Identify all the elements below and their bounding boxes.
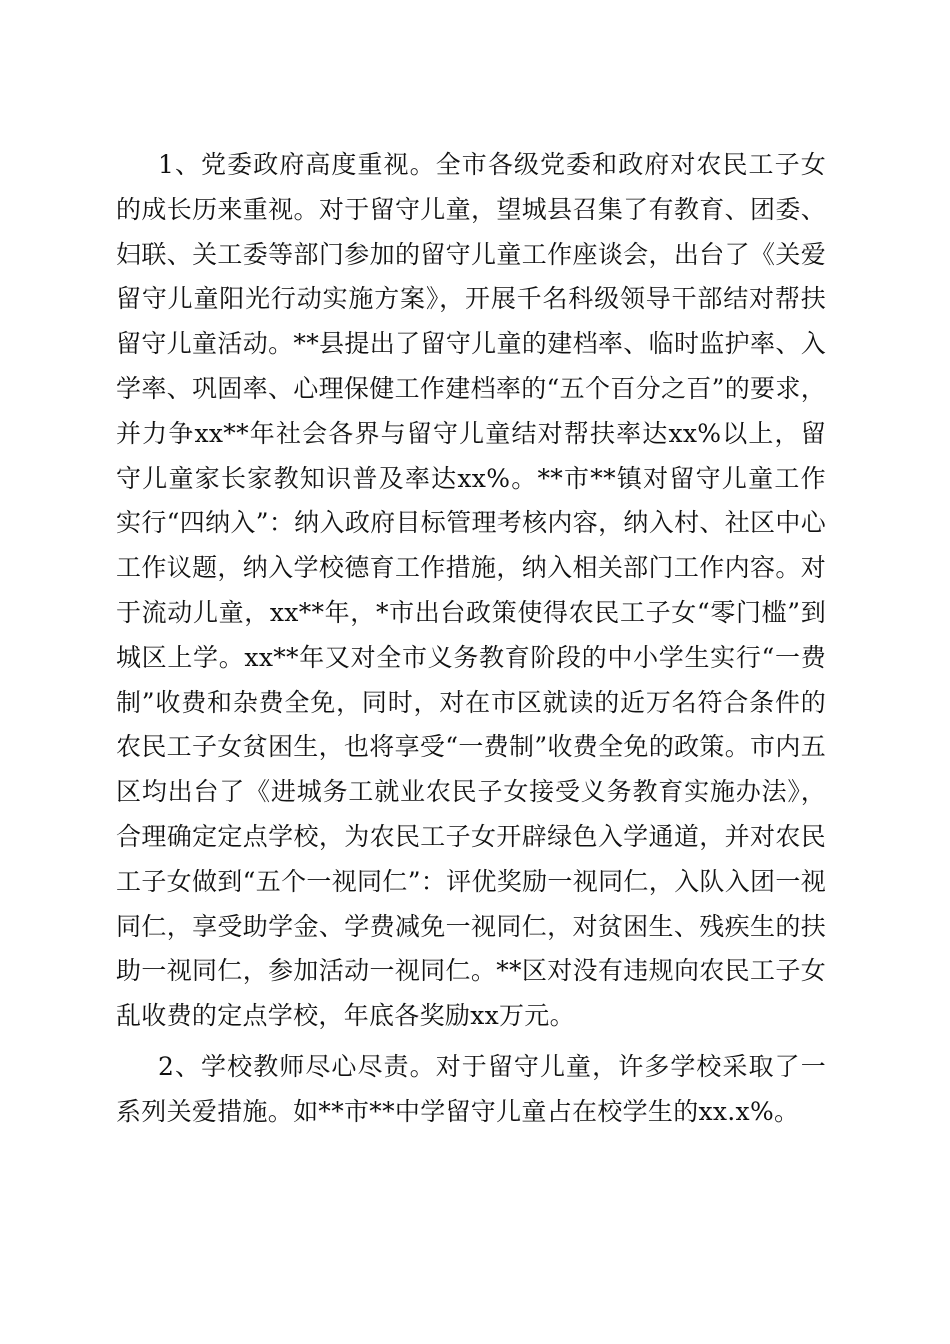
paragraph-school-teachers-responsibility: 2、学校教师尽心尽责。对于留守儿童，许多学校采取了一系列关爱措施。如**市**中学留守儿童占在校学生的xx.x%。: [116, 1051, 826, 1126]
paragraph-party-government-attention: 1、党委政府高度重视。全市各级党委和政府对农民工子女的成长历来重视。对于留守儿童，望城县召集了有教育、团委、妇联、关工委等部门参加的留守儿童工作座谈会，出台了《关爱留守儿童阳光行动实施方案》，开展千名科级领导干部结对帮扶留守儿童活动。**县提出了留守儿童的建档率、临时监护率、入学率、巩固率、心理保健工作建档率的“五个百分之百”的要求，并力争xx**年社会各界与留守儿童结对帮扶率达xx%以上，留守儿童家长家教知识普及率达xx%。**市**镇对留守儿童工作实行“四纳入”：纳入政府目标管理考核内容，纳入村、社区中心工作议题，纳入学校德育工作措施，纳入相关部门工作内容。对于流动儿童，xx**年，*市出台政策使得农民工子女“零门槛”到城区上学。xx**年又对全市义务教育阶段的中小学生实行“一费制”收费和杂费全免，同时，对在市区就读的近万名符合条件的农民工子女贫困生，也将享受“一费制”收费全免的政策。市内五区均出台了《进城务工就业农民子女接受义务教育实施办法》，合理确定定点学校，为农民工子女开辟绿色入学通道，并对农民工子女做到“五个一视同仁”：评优奖励一视同仁，入队入团一视同仁，享受助学金、学费减免一视同仁，对贫困生、残疾生的扶助一视同仁，参加活动一视同仁。**区对没有违规向农民工子女乱收费的定点学校，年底各奖励xx万元。: [116, 150, 826, 1031]
body-text: [116, 143, 826, 1135]
